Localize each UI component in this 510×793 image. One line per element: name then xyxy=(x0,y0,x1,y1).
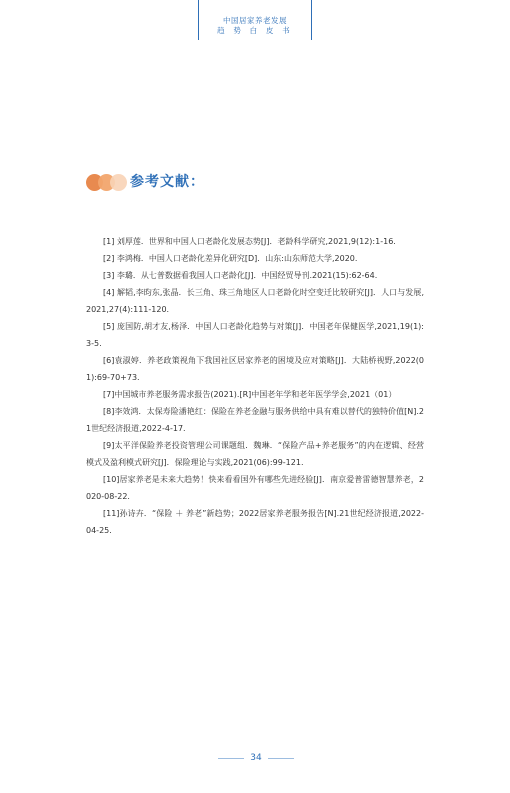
page-footer xyxy=(0,750,510,766)
reference-item: [2] 李鸿梅．中国人口老龄化差异化研究[D]．山东:山东师范大学,2020. xyxy=(103,254,358,263)
reference-item: [3] 李璐．从七普数据看我国人口老龄化[J]．中国经贸导刊.2021(15):62-64. xyxy=(103,271,378,280)
decorative-dot-icon xyxy=(110,174,127,191)
reference-item: [11]孙诗卉．“保险 ＋ 养老”新趋势；2022居家养老服务报告[N].21世纪经济报道,2022-04-25. xyxy=(86,509,424,535)
header-title-box xyxy=(198,0,312,40)
reference-item: [8]李效鸿．太保寿险潘艳红：保险在养老金融与服务供给中具有难以替代的独特价值[N].21世纪经济报道,2022-4-17. xyxy=(86,407,424,433)
reference-item: [4] 解韬,李昀东,张晶．长三角、珠三角地区人口老龄化时空变迁比较研究[J]．人口与发展,2021,27(4):111-120. xyxy=(86,288,424,314)
reference-item: [6]袁淑婷．养老政策视角下我国社区居家养老的困境及应对策略[J]．大陆桥视野,2022(01):69-70+73. xyxy=(86,356,424,382)
reference-item: [10]居家养老是未来大趋势！快来看看国外有哪些先进经验[J]．南京爱普雷德智慧养老，2020-08-22. xyxy=(86,475,424,501)
header-subtitle: 趋 势 白 皮 书 xyxy=(217,26,293,35)
reference-item: [7]中国城市养老服务需求报告(2021).[R]中国老年学和老年医学学会,2021（01） xyxy=(103,390,397,399)
footer-divider xyxy=(218,758,244,759)
reference-item: [5] 庞国防,胡才友,杨泽．中国人口老龄化趋势与对策[J]．中国老年保健医学,2021,19(1):3-5. xyxy=(86,322,424,348)
header-title: 中国居家养老发展 xyxy=(223,16,287,25)
reference-list xyxy=(86,233,424,539)
section-title: 参考文献： xyxy=(130,174,205,190)
section-heading xyxy=(86,174,286,192)
reference-item: [9]太平洋保险养老投资管理公司课题组．魏琳．“保险产品+养老服务”的内在逻辑、经营模式及盈利模式研究[J]．保险理论与实践,2021(06):99-121. xyxy=(86,441,424,467)
footer-divider xyxy=(268,758,294,759)
reference-item: [1] 刘厚莲．世界和中国人口老龄化发展态势[J]．老龄科学研究,2021,9(12):1-16. xyxy=(103,237,396,246)
page-number: 34 xyxy=(250,753,262,763)
